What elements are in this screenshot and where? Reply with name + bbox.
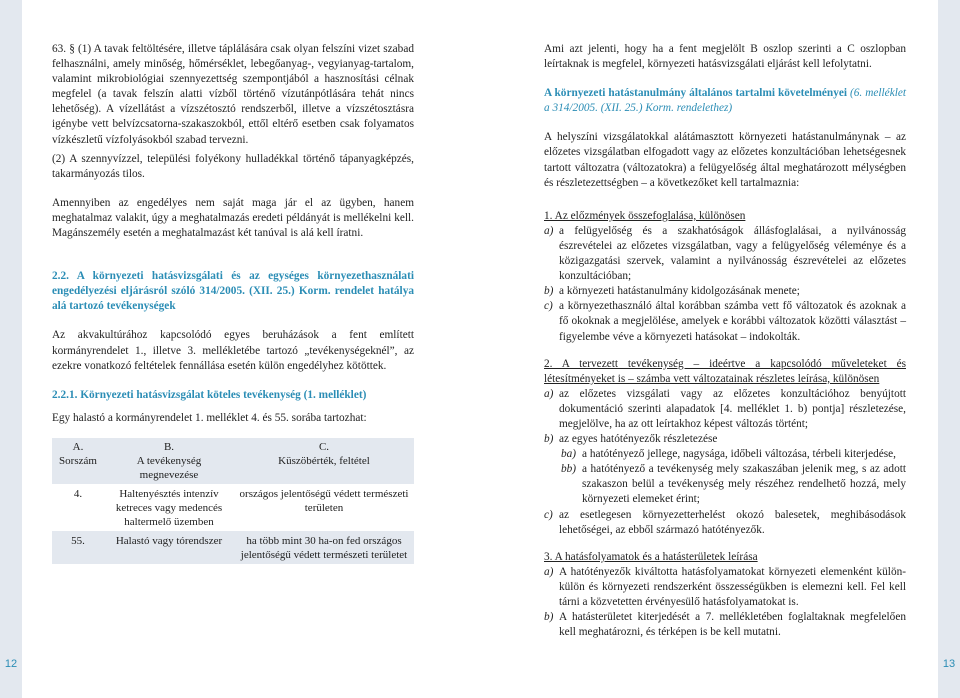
sub-list-item: ba) a hatótényező jellege, nagysága, időbeli változása, térbeli kiterjedése, [561,448,896,461]
right-page [480,0,960,698]
heading-requirements: A környezeti hatástanulmány általános tartalmi követelményei (6. melléklet a 314/2005. (XII. 25.) Korm. rendelethez) [544,87,907,115]
paragraph-site-survey: A helyszíni vizsgálatokkal alátámasztott környezeti hatástanulmánynak – az előzetes vizsgálatban elfogadott vagy az előzetes konzultációban lehetségesnek tartott változatra (változatokra) a felügyelőség által meghatározott mélységben és részletezettségben – a következőket kell tartalmaznia: [544,131,906,189]
list-item: c) az esetlegesen környezetterhelést okozó balesetek, meghibásodások lehetőségei, az ebből származó hatótényezők. [544,508,906,536]
heading-2-2: 2.2. A környezeti hatásvizsgálati és az egységes környezethasználati engedélyezési eljárásról szóló 314/2005. (XII. 25.) Korm. rendelet hatálya alá tartozó tevékenységek [52,270,414,313]
right-column [544,42,906,640]
sub-list-item: bb) a hatótényező a tevékenység mely szakaszában jelenik meg, s az adott szakaszon belül a tevékenység mely részéhez rendelhető hozzá, mely környezeti elemeket érint; [561,463,906,506]
section-3-title: 3. A hatásfolyamatok és a hatásterületek leírása [544,550,758,563]
left-column [52,42,414,564]
intro-text: Ami azt jelenti, hogy ha a fent megjelölt B oszlop szerinti a C oszlopban leírtaknak is megfelel, környezeti hatásvizsgálati eljárást kell lefolytatni. [544,43,906,71]
paragraph-aquaculture: Az akvakultúrához kapcsolódó egyes beruházások a fent említett kormányrendelet 1., illetve 3. mellékletébe tartozó „tevékenységeknél”, az ezekre vonatkozó feltételek fennállása esetén külön engedélyhez kötöttek. [52,329,414,372]
activity-table [52,438,414,564]
list-item: a) a felügyelőség és a szakhatóságok állásfoglalásai, a nyilvánosság észrevételei az előzetes vizsgálatban, vagy a felügyelőség véleménye és a közigazgatási szervek, valamint a nyilvánosság észrevételei az előzetes konzultációban; [544,224,906,283]
table-row: 55. Halastó vagy tórendszer ha több mint 30 ha-on fed országos jelentőségű védett természeti területet [52,531,414,564]
table-header-row [52,438,414,484]
list-item: b) a környezeti hatástanulmány kidolgozásának menete; [544,285,800,298]
list-item: b) A hatásterületet kiterjedését a 7. mellékletében foglaltaknak megfelelően kell meghatározni, és térképen is be kell mutatni. [544,611,906,639]
table-header-a: A. Sorszám [52,438,104,484]
paragraph-fishpond: Egy halastó a kormányrendelet 1. melléklet 4. és 55. sorába tartozhat: [52,411,367,424]
list-item: c) a környezethasználó által korábban számba vett fő változatok és azoknak a fő okoknak a megjelölése, amelyek e korábbi változatok közötti választást – figyelembe véve a környezeti hatásokat – indokolták. [544,300,906,343]
table-row: 4. Haltenyésztés intenzív ketreces vagy medencés haltermelő üzemben országos jelentőségű védett természeti területen [73,487,409,528]
paragraph-63-2: (2) A szennyvízzel, települési folyékony hulladékkal történő tápanyagképzés, takarmányozás tilos. [52,152,414,180]
paragraph-intro [544,42,906,72]
list-item: a) A hatótényezők kiváltotta hatásfolyamatokat környezeti elemenként külön-külön és környezeti rendszerként összességükben is elemezni kell. Fel kell tárni a közvetetten érvényesülő hatásfolyamatokat is. [544,565,906,608]
paragraph-authorization: Amennyiben az engedélyes nem saját maga jár el az ügyben, hanem meghatalmaz valakit, úgy a meghatalmazás eredeti példányát is mellékelni kell. Magánszemély esetén a meghatalmazást két tanúval is alá kell íratni. [52,196,414,240]
list-item: a) az előzetes vizsgálati vagy az előzetes konzultációhoz benyújtott dokumentáció szerinti alapadatok [4. melléklet 1. b) pontja] részletezése, megjelölve, ha az ott leírtakhoz képest változás történt; [544,387,906,430]
heading-2-2-1: 2.2.1. Környezeti hatásvizsgálat köteles tevékenység (1. melléklet) [52,388,367,401]
page-number-right: 13 [942,658,956,670]
paragraph-63-1: 63. § (1) A tavak feltöltésére, illetve táplálására csak olyan felszíni vizet szabad felhasználni, amely minőség, hőmérséklet, lebegőanyag-, vegyianyag-tartalom, valamint mikrobiológiai szennyezettség szempontjából a hasznosítási célnak megfelel (a tavak felszín alatti vízből történő vízutánpótlására tehát nincs lehetőség). A vízellátást a vízszétosztó rendszerből, illetve a vízszétosztásra igénybe vett belvízcsatorna-szakaszokból, ettől eltérő esetben csak folyamatos vízkészletű vízfolyásokból szabad tervezni. [52,43,414,146]
page-number-left: 12 [4,658,18,670]
left-margin-strip [0,0,22,698]
section-1-title: 1. Az előzmények összefoglalása, különösen [544,209,746,222]
table-header-b: B. A tevékenység megnevezése [104,438,234,484]
table-header-c: C. Küszöbérték, feltétel [234,438,414,484]
section-2-title: 2. A tervezett tevékenység – ideértve a kapcsolódó műveleteket és létesítményeket is – számba vett változatainak részletes leírása, különösen [544,357,906,385]
right-margin-strip [938,0,960,698]
list-item: b) az egyes hatótényezők részletezése [544,433,718,446]
